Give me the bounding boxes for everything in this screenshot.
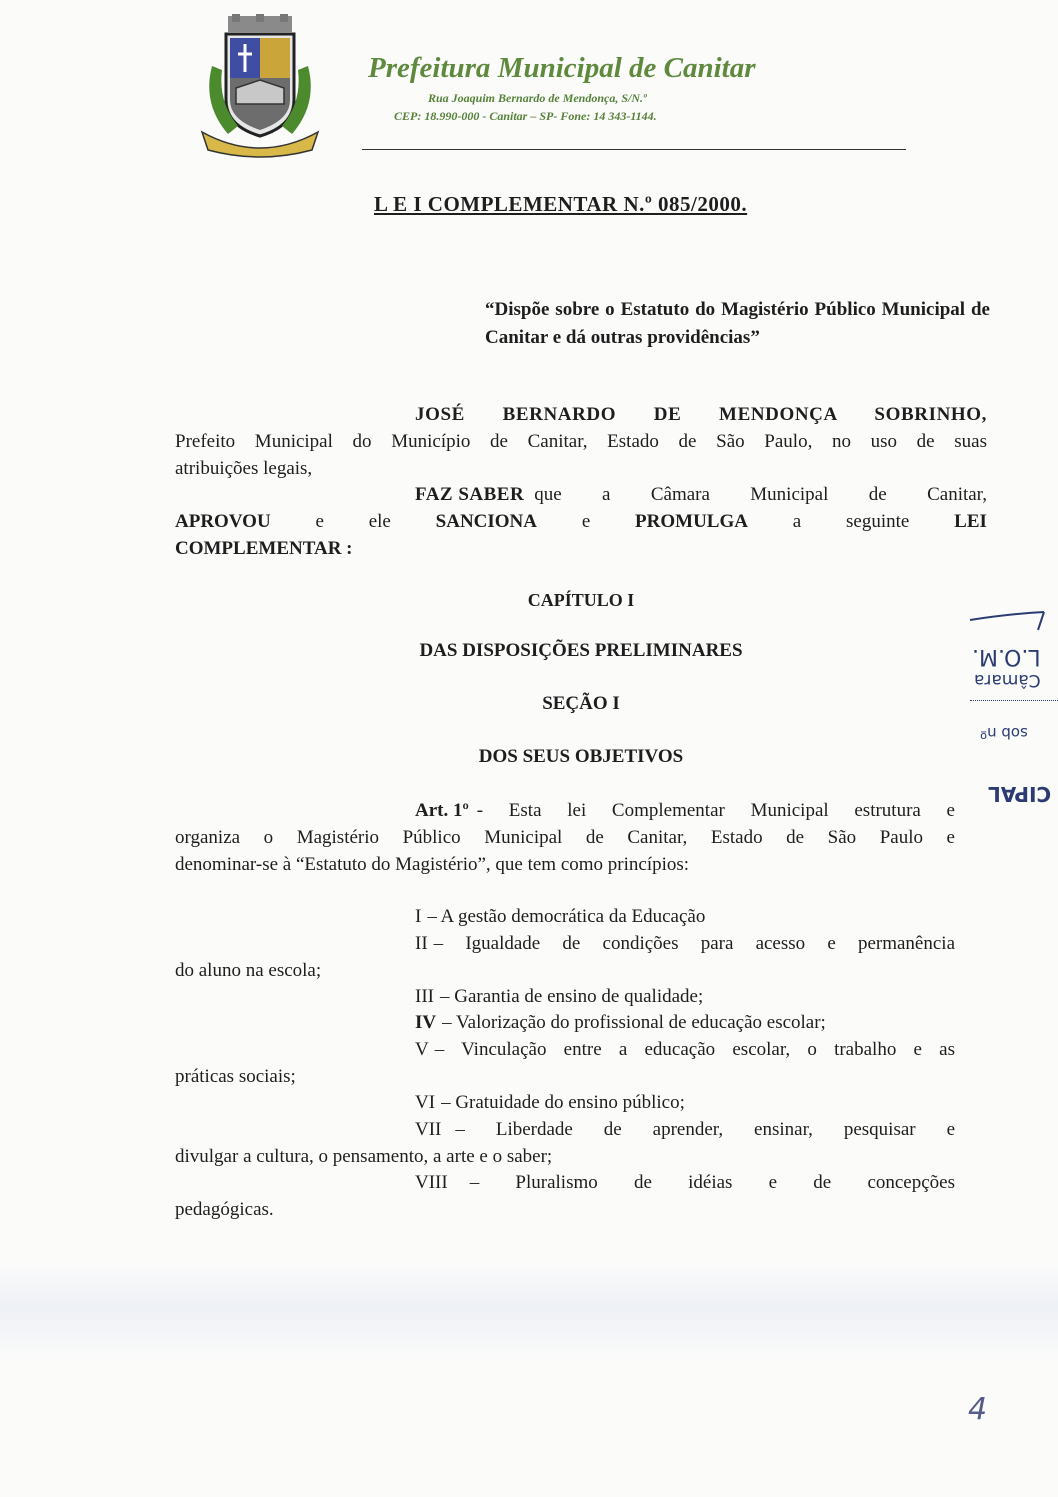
stamp-text-1: L.O.M. (972, 644, 1041, 669)
article-1-line-2: organiza o Magistério Público Municipal de Canitar, Estado de São Paulo e (175, 827, 955, 848)
stamp-text-2: Câmara (974, 670, 1041, 690)
approval-seguinte: seguinte (846, 511, 910, 532)
section-heading: SEÇÃO I (542, 693, 620, 714)
principle-item (415, 984, 955, 1011)
approval-e1: e (315, 511, 324, 532)
stamp-text-3: sob nº (980, 724, 1028, 742)
municipal-coat-of-arms-icon (198, 14, 322, 162)
principle-item (415, 1117, 955, 1144)
approval-complementar: COMPLEMENTAR : (175, 538, 353, 559)
principle-continuation: pedagógicas. (175, 1199, 274, 1220)
principle-item (415, 1090, 955, 1117)
principle-item (415, 931, 955, 958)
chapter-heading: CAPÍTULO I (527, 590, 635, 610)
mayor-name: JOSÉ BERNARDO DE MENDONÇA SOBRINHO, (415, 404, 987, 425)
stamp-text-4: CIPAL (988, 782, 1052, 806)
approval-ele: ele (368, 511, 391, 532)
principle-text: – Vinculação entre a educação escolar, o trabalho e as (434, 1039, 955, 1060)
principle-continuation: do aluno na escola; (175, 960, 322, 981)
approval-aprovou: APROVOU (175, 511, 271, 532)
approval-lei: LEI (954, 511, 987, 532)
principle-number: III (415, 986, 434, 1007)
header-address: Rua Joaquim Bernardo de Mendonça, S/N.º (428, 91, 647, 105)
article-1-line-1 (415, 798, 955, 825)
chapter-title: DAS DISPOSIÇÕES PRELIMINARES (419, 640, 743, 661)
principle-number: IV (415, 1012, 437, 1033)
faz-saber-text: que a Câmara Municipal de Canitar, (534, 484, 987, 505)
article-1-text: - Esta lei Complementar Municipal estrutura e (476, 800, 955, 821)
principle-text: – Valorização do profissional de educação escolar; (442, 1012, 826, 1033)
faz-saber-label: FAZ SABER (415, 484, 525, 505)
handwritten-page-number: 4 (968, 1392, 988, 1427)
approval-a: a (792, 511, 802, 532)
principle-number: II (415, 933, 428, 954)
header-contact: CEP: 18.990-000 - Canitar – SP- Fone: 14 343-1144. (394, 109, 657, 123)
principle-text: – Liberdade de aprender, ensinar, pesquisar e (455, 1119, 955, 1140)
section-title: DOS SEUS OBJETIVOS (478, 746, 684, 767)
approval-e2: e (581, 511, 591, 532)
law-ementa: “Dispõe sobre o Estatuto do Magistério Público Municipal de Canitar e dá outras providências” (485, 299, 990, 348)
scan-smudge (0, 1262, 1058, 1362)
header-divider (362, 149, 906, 150)
header-title: Prefeitura Municipal de Canitar (368, 52, 756, 84)
principle-number: VI (415, 1092, 436, 1113)
principle-text: – Gratuidade do ensino público; (441, 1092, 685, 1113)
principle-text: – Igualdade de condições para acesso e permanência (433, 933, 955, 954)
principle-item (415, 1170, 955, 1197)
faz-saber-line (415, 482, 987, 509)
principle-continuation: práticas sociais; (175, 1066, 296, 1087)
approval-sanciona: SANCIONA (435, 511, 538, 532)
principle-item (415, 1010, 955, 1037)
principle-text: – Pluralismo de idéias e de concepções (469, 1172, 955, 1193)
stamp-border-icon (968, 602, 1058, 632)
principle-number: VII (415, 1119, 442, 1140)
law-title: L E I COMPLEMENTAR N.º 085/2000. (374, 192, 748, 216)
principle-number: VIII (415, 1172, 448, 1193)
article-1-line-3: denominar-se à “Estatuto do Magistério”, que tem como princípios: (175, 854, 690, 875)
stamp-dotted-line (970, 700, 1058, 701)
principle-item (415, 904, 955, 931)
article-1-label: Art. 1º (415, 800, 469, 821)
approval-promulga: PROMULGA (635, 511, 748, 532)
principle-number: I (415, 906, 422, 927)
approval-line (175, 509, 987, 536)
principle-text: – A gestão democrática da Educação (427, 906, 706, 927)
principle-continuation: divulgar a cultura, o pensamento, a arte e o saber; (175, 1146, 553, 1167)
preamble-line-3: atribuições legais, (175, 458, 313, 479)
principle-text: – Garantia de ensino de qualidade; (439, 986, 704, 1007)
principle-number: V (415, 1039, 429, 1060)
preamble-line-2: Prefeito Municipal do Município de Canitar, Estado de São Paulo, no uso de suas (175, 431, 987, 452)
principle-item (415, 1037, 955, 1064)
